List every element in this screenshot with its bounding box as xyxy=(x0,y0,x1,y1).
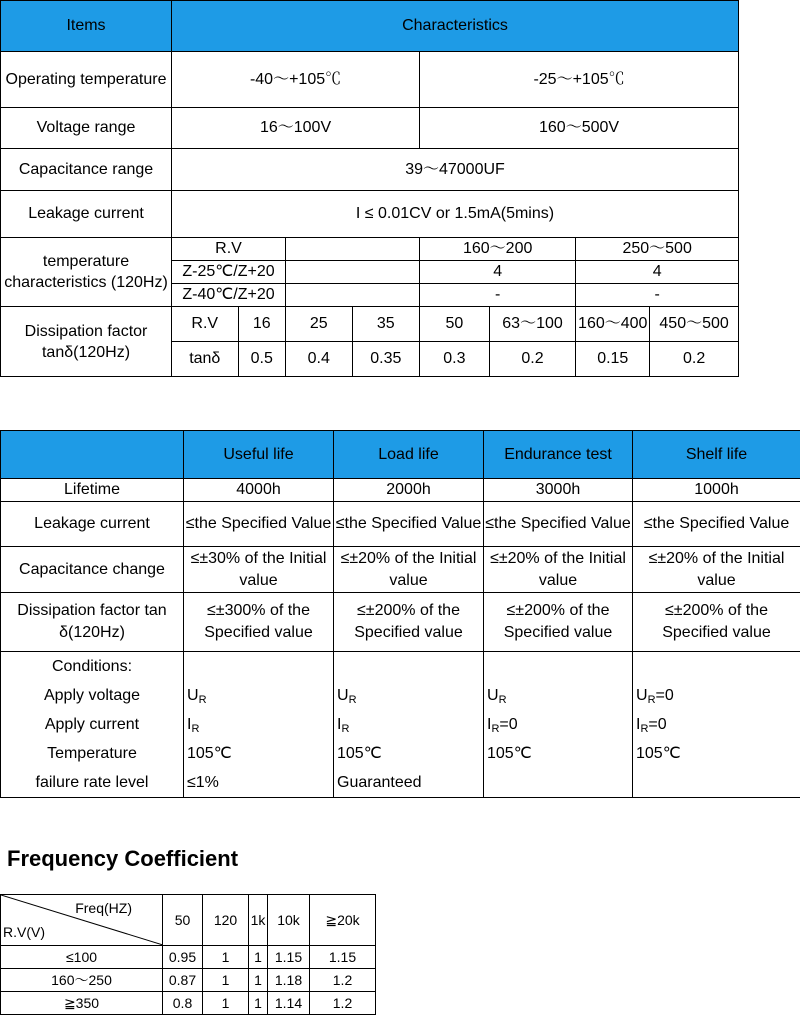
header-items: Items xyxy=(1,1,172,52)
header-endurance-test: Endurance test xyxy=(484,431,633,479)
lifetime-value: 1000h xyxy=(633,479,800,502)
leakage-value: ≤the Specified Value xyxy=(484,502,633,547)
coef-cell: 0.87 xyxy=(163,969,203,992)
coef-cell: 1.2 xyxy=(310,992,376,1015)
dissipation-factor-value: ≤±200% of the Specified value xyxy=(484,593,633,652)
leakage-value: ≤the Specified Value xyxy=(334,502,484,547)
frequency-coefficient-table xyxy=(0,894,376,1015)
voltage-range-low: 16～100V xyxy=(172,108,420,149)
coef-cell: 1 xyxy=(203,946,249,969)
lifetime-label: Lifetime xyxy=(1,479,184,502)
row-label: ≧350 xyxy=(1,992,163,1015)
failure-rate-useful: ≤1% xyxy=(184,768,334,798)
capacitance-change-value: ≤±30% of the Initial value xyxy=(184,547,334,593)
lifetime-value: 3000h xyxy=(484,479,633,502)
characteristics-table xyxy=(0,0,739,377)
header-shelf-life: Shelf life xyxy=(633,431,800,479)
temp-z40-250-500: - xyxy=(576,284,739,307)
freq-col-120: 120 xyxy=(203,895,249,946)
df-col: 25 xyxy=(286,307,353,342)
coef-cell: 1 xyxy=(249,946,268,969)
freq-col-50: 50 xyxy=(163,895,203,946)
coef-cell: 1.15 xyxy=(310,946,376,969)
dissipation-factor-value: ≤±300% of the Specified value xyxy=(184,593,334,652)
temperature-label: Temperature xyxy=(1,739,184,768)
rv-header-label: R.V(V) xyxy=(3,921,45,943)
capacitance-change-value: ≤±20% of the Initial value xyxy=(633,547,800,593)
temp-blank xyxy=(286,284,420,307)
failure-rate-endurance xyxy=(484,768,633,798)
capacitance-change-label: Capacitance change xyxy=(1,547,184,593)
life-test-table xyxy=(0,430,800,798)
capacitance-change-value: ≤±20% of the Initial value xyxy=(334,547,484,593)
coef-cell: 1 xyxy=(203,969,249,992)
coef-cell: 0.95 xyxy=(163,946,203,969)
freq-col-20k: ≧20k xyxy=(310,895,376,946)
operating-temperature-label: Operating temperature xyxy=(1,52,172,108)
df-val: 0.35 xyxy=(352,342,420,377)
failure-rate-label: failure rate level xyxy=(1,768,184,798)
conditions-label: Conditions: xyxy=(1,652,184,682)
temp-col-250-500: 250～500 xyxy=(576,238,739,261)
freq-col-10k: 10k xyxy=(268,895,310,946)
coef-cell: 1 xyxy=(249,969,268,992)
cond-blank xyxy=(484,652,633,682)
df-tan-label: tanδ xyxy=(172,342,239,377)
cond-blank xyxy=(184,652,334,682)
capacitance-change-value: ≤±20% of the Initial value xyxy=(484,547,633,593)
current-endurance: $I_R=0$ xyxy=(484,710,633,739)
current-load: $I_R$ xyxy=(334,710,484,739)
voltage-endurance: $U_R$ xyxy=(484,681,633,710)
failure-rate-shelf xyxy=(633,768,800,798)
dissipation-factor-value: ≤±200% of the Specified value xyxy=(334,593,484,652)
df-val: 0.4 xyxy=(286,342,353,377)
temp-blank xyxy=(286,238,420,261)
df-val: 0.5 xyxy=(238,342,286,377)
cond-blank xyxy=(633,652,800,682)
temperature-value: 105℃ xyxy=(334,739,484,768)
freq-header-label: Freq(HZ) xyxy=(75,897,132,919)
coef-cell: 1.15 xyxy=(268,946,310,969)
row-label: ≤100 xyxy=(1,946,163,969)
header-characteristics: Characteristics xyxy=(172,1,739,52)
temp-row-z25: Z-25℃/Z+20 xyxy=(172,261,286,284)
header-load-life: Load life xyxy=(334,431,484,479)
coef-cell: 0.8 xyxy=(163,992,203,1015)
apply-current-label: Apply current xyxy=(1,710,184,739)
df-col: 160～400 xyxy=(576,307,650,342)
row-label: 160～250 xyxy=(1,969,163,992)
df-col: 450～500 xyxy=(650,307,739,342)
coef-cell: 1.14 xyxy=(268,992,310,1015)
apply-voltage-label: Apply voltage xyxy=(1,681,184,710)
leakage-value: ≤the Specified Value xyxy=(184,502,334,547)
leakage-value: ≤the Specified Value xyxy=(633,502,800,547)
temperature-characteristics-label: temperature characteristics (120Hz) xyxy=(1,238,172,307)
failure-rate-load: Guaranteed xyxy=(334,768,484,798)
header-useful-life: Useful life xyxy=(184,431,334,479)
capacitance-range-value: 39～47000UF xyxy=(172,149,739,191)
coef-cell: 1 xyxy=(249,992,268,1015)
df-val: 0.15 xyxy=(576,342,650,377)
temp-z25-160-200: 4 xyxy=(420,261,576,284)
coef-cell: 1.18 xyxy=(268,969,310,992)
operating-temperature-high: -25～+105℃ xyxy=(420,52,739,108)
temp-row-z40: Z-40℃/Z+20 xyxy=(172,284,286,307)
temp-blank xyxy=(286,261,420,284)
leakage-current-label: Leakage current xyxy=(1,191,172,238)
current-useful: $I_R$ xyxy=(184,710,334,739)
dissipation-factor-label: Dissipation factor tanδ(120Hz) xyxy=(1,307,172,377)
frequency-coefficient-title: Frequency Coefficient xyxy=(7,846,238,872)
freq-col-1k: 1k xyxy=(249,895,268,946)
dissipation-factor-value: ≤±200% of the Specified value xyxy=(633,593,800,652)
leakage-current-label: Leakage current xyxy=(1,502,184,547)
header-blank xyxy=(1,431,184,479)
operating-temperature-low: -40～+105℃ xyxy=(172,52,420,108)
lifetime-value: 2000h xyxy=(334,479,484,502)
temperature-value: 105℃ xyxy=(184,739,334,768)
temperature-value: 105℃ xyxy=(633,739,800,768)
df-col: 35 xyxy=(352,307,420,342)
current-shelf: $I_R=0$ xyxy=(633,710,800,739)
temp-col-160-200: 160～200 xyxy=(420,238,576,261)
temp-z40-160-200: - xyxy=(420,284,576,307)
voltage-useful: $U_R$ xyxy=(184,681,334,710)
df-col: 50 xyxy=(420,307,490,342)
temp-rv-label: R.V xyxy=(172,238,286,261)
dissipation-factor-label: Dissipation factor tan δ(120Hz) xyxy=(1,593,184,652)
voltage-range-high: 160～500V xyxy=(420,108,739,149)
diagonal-header-cell xyxy=(1,895,163,946)
df-rv-label: R.V xyxy=(172,307,239,342)
temp-z25-250-500: 4 xyxy=(576,261,739,284)
lifetime-value: 4000h xyxy=(184,479,334,502)
temperature-value: 105℃ xyxy=(484,739,633,768)
voltage-shelf: $U_R=0$ xyxy=(633,681,800,710)
df-val: 0.2 xyxy=(650,342,739,377)
capacitance-range-label: Capacitance range xyxy=(1,149,172,191)
df-col: 16 xyxy=(238,307,286,342)
coef-cell: 1.2 xyxy=(310,969,376,992)
df-col: 63～100 xyxy=(489,307,576,342)
leakage-current-value: I ≤ 0.01CV or 1.5mA(5mins) xyxy=(172,191,739,238)
df-val: 0.2 xyxy=(489,342,576,377)
voltage-load: $U_R$ xyxy=(334,681,484,710)
df-val: 0.3 xyxy=(420,342,490,377)
coef-cell: 1 xyxy=(203,992,249,1015)
voltage-range-label: Voltage range xyxy=(1,108,172,149)
cond-blank xyxy=(334,652,484,682)
